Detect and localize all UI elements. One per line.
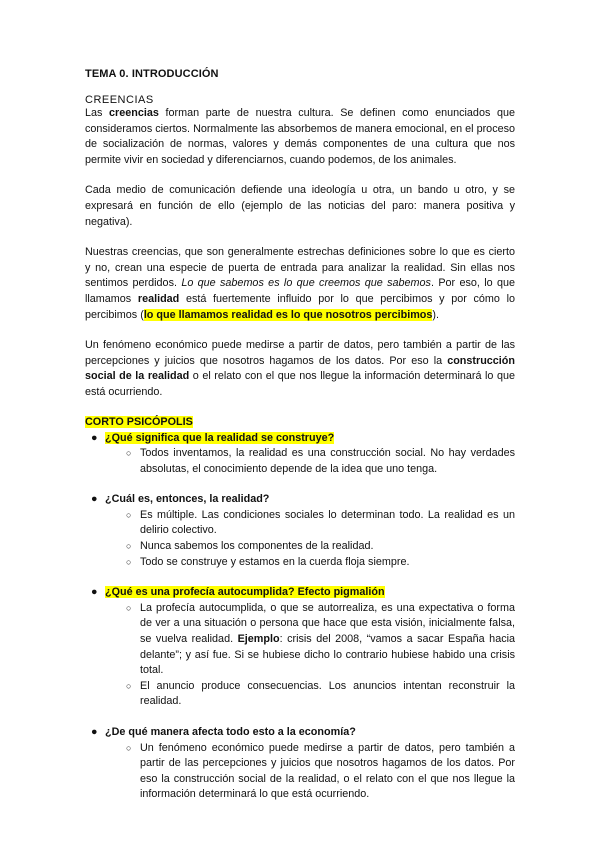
question-item — [85, 431, 515, 447]
paragraph-fenomeno — [85, 338, 515, 400]
circle-bullet-icon: ○ — [126, 541, 132, 552]
paragraph-creencias-definition — [85, 106, 515, 168]
bullet-icon: ● — [91, 431, 98, 444]
text-run: . Por eso, lo que llamamos — [85, 277, 515, 305]
text-run: está fuertemente influido por lo que percibimos y por cómo lo percibimos ( — [85, 292, 515, 321]
bold-term: creencias — [109, 107, 159, 119]
bullet-icon: ● — [91, 726, 98, 738]
list-item-text: Es múltiple. Las condiciones sociales lo determinan todo. La realidad es un delirio colectivo. — [140, 508, 515, 537]
bullet-icon: ● — [91, 586, 98, 599]
list-item-text: Un fenómeno económico puede medirse a partir de datos, pero también a partir de las percepciones y juicios que nosotros hagamos de los datos. Por eso la construcción social de la realidad, o el relato con el que nos llegue la información determinará lo que está ocurriendo. — [140, 741, 515, 801]
question-item — [85, 585, 515, 601]
text-run: o el relato con el que nos llegue la información determinará lo que está ocurriendo. — [85, 370, 515, 398]
list-item-text: Nunca sabemos los componentes de la realidad. — [140, 540, 374, 553]
paragraph-realidad — [85, 245, 515, 323]
question-label: ¿Qué significa que la realidad se construye? — [105, 431, 335, 444]
question-label: ¿Cuál es, entonces, la realidad? — [105, 493, 270, 506]
text-run: Un fenómeno económico puede medirse a partir de datos, pero también a partir de las percepciones y juicios que nosotros hagamos de los datos. Por eso la — [85, 339, 515, 367]
italic-quote: Lo que sabemos es lo que creemos que sabemos — [181, 277, 431, 290]
highlighted-statement: lo que llamamos realidad es lo que nosotros percibimos — [143, 308, 433, 321]
list-item — [126, 555, 515, 571]
circle-bullet-icon: ○ — [126, 742, 132, 753]
paragraph-medios: Cada medio de comunicación defiende una ideología u otra, un bando u otro, y se expresará en función de ello (ejemplo de las noticias del paro: manera positiva y negativa). — [85, 184, 515, 228]
list-item — [126, 679, 515, 710]
answer-list — [85, 601, 515, 710]
document-body — [85, 68, 515, 803]
list-item — [126, 601, 515, 679]
text-run: Nuestras creencias, que son generalmente estrechas definiciones sobre lo que es cierto y no, crean una especie de puerta de entrada para analizar la realidad. Sin ellas nos sentimos perdidos. — [85, 246, 515, 290]
text-run: Las — [85, 107, 110, 119]
bullet-icon: ● — [91, 493, 98, 506]
answer-list — [85, 741, 515, 803]
list-item — [126, 446, 515, 477]
list-item-text: Todo se construye y estamos en la cuerda floja siempre. — [140, 555, 410, 568]
section-heading-text: CORTO PSICÓPOLIS — [85, 415, 193, 428]
question-label: ¿Qué es una profecía autocumplida? Efecto pigmalión — [105, 586, 385, 599]
circle-bullet-icon: ○ — [126, 680, 132, 691]
bold-term: realidad — [137, 292, 180, 305]
answer-list — [85, 508, 515, 570]
list-item — [126, 741, 515, 803]
question-item — [85, 725, 515, 741]
circle-bullet-icon: ○ — [126, 602, 132, 613]
list-item-text: El anuncio produce consecuencias. Los anuncios intentan reconstruir la realidad. — [140, 679, 515, 708]
answer-list — [85, 446, 515, 477]
section-heading-creencias: CREENCIAS — [85, 94, 154, 106]
circle-bullet-icon: ○ — [126, 556, 132, 567]
list-item — [126, 508, 515, 539]
list-item-text: Todos inventamos, la realidad es una construcción social. No hay verdades absolutas, el conocimiento depende de la idea que uno tenga. — [140, 447, 515, 475]
text-run: : crisis del 2008, “vamos a sacar España hacia delante”; y así fue. Si se hubiese dicho lo contrario hubiese habido una crisis total. — [140, 633, 515, 677]
bold-term: Ejemplo — [237, 633, 280, 646]
page-title: TEMA 0. INTRODUCCIÓN — [85, 68, 219, 80]
text-run: La profecía autocumplida, o que se autorrealiza, es una expectativa o forma de ver a una situación o persona que hace que esta visión, inicialmente falsa, se vuelva realidad. — [140, 601, 515, 646]
bold-term: construcción social de la realidad — [85, 354, 515, 383]
text-run: ). — [432, 308, 440, 321]
question-item — [85, 492, 515, 508]
section-heading-corto — [85, 416, 515, 428]
question-label: ¿De qué manera afecta todo esto a la economía? — [105, 726, 356, 738]
text-run: forman parte de nuestra cultura. Se definen como enunciados que consideramos ciertos. Normalmente las absorbemos de manera emocional, en el proceso de socialización de normas, valores y demás componentes de una cultura que nos permite vivir en sociedad y diferenciarnos, cuando podemos, de los animales. — [85, 107, 515, 166]
circle-bullet-icon: ○ — [126, 509, 132, 520]
circle-bullet-icon: ○ — [126, 448, 132, 459]
list-item — [126, 539, 515, 555]
